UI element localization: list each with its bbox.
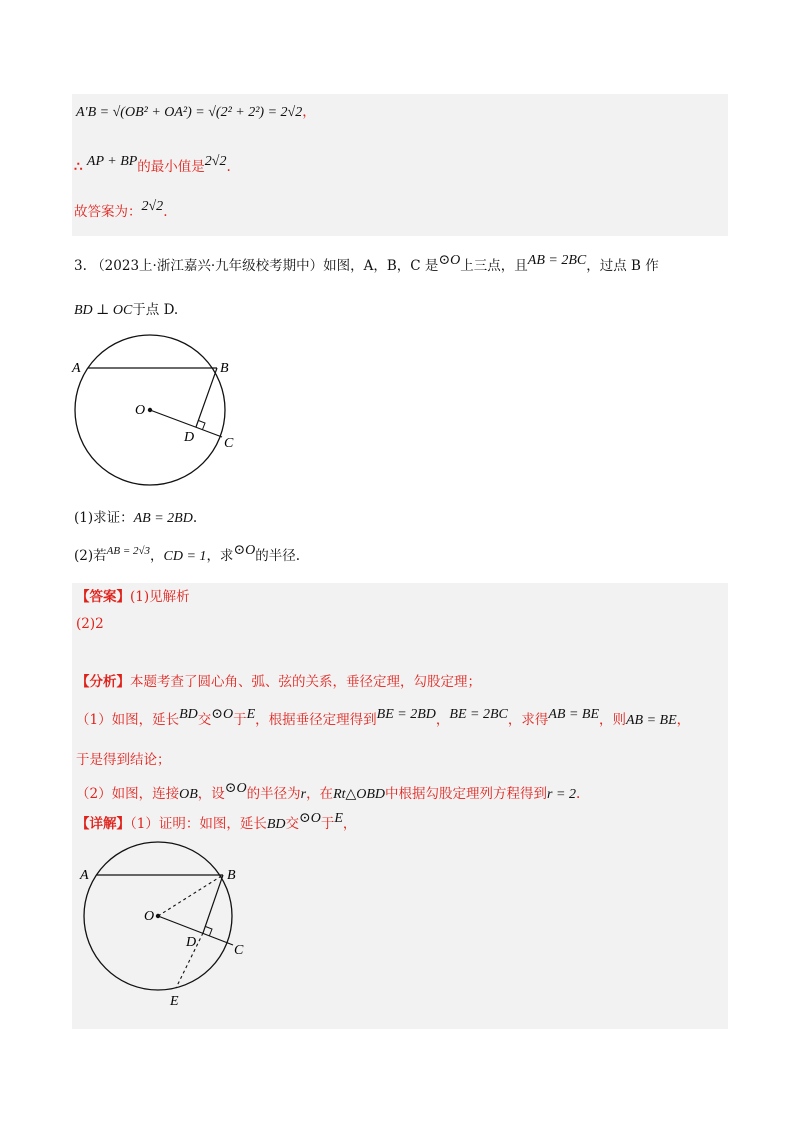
- answer-line-1: 【答案】(1)见解析: [76, 589, 190, 605]
- question-2: (2)若$^{AB = 2√3}$，CD = 1，求⊙O的半径.: [74, 543, 301, 564]
- analysis-part-1-cont: 于是得到结论；: [76, 752, 171, 768]
- label-a: A: [72, 361, 81, 376]
- analysis-part-2: （2）如图，连接OB，设⊙O的半径为r，在Rt△OBD中根据勾股定理列方程得到r = 2.: [76, 781, 581, 802]
- arc-relation: AB = 2BC: [527, 253, 587, 268]
- label-d: D: [186, 935, 197, 950]
- center-dot: [156, 914, 160, 918]
- problem-stem-line-2: BD ⊥ OC于点 D.: [74, 302, 179, 318]
- problem-number: 3.: [74, 258, 87, 274]
- segment-bd: [203, 875, 223, 933]
- label-b: B: [227, 868, 236, 883]
- geometry-figure-1: [60, 330, 260, 500]
- label-o: O: [135, 403, 146, 418]
- label-c: C: [224, 436, 234, 451]
- solution-line-1: A′B = √(OB² + OA²) = √(2² + 2²) = 2√2，: [76, 104, 316, 120]
- label-o: O: [144, 909, 155, 924]
- center-dot: [148, 408, 152, 412]
- formula-aprime-b: A′B = √(OB² + OA²) = √(2² + 2²) = 2√2: [76, 105, 303, 120]
- solution-line-3: 故答案为：2√2.: [74, 199, 168, 220]
- segment-ob-dashed: [158, 875, 223, 916]
- solution-line-2: ∴ AP + BP的最小值是2√2.: [74, 154, 231, 175]
- label-a: A: [80, 868, 89, 883]
- question-1: (1)求证：AB = 2BD.: [74, 510, 198, 526]
- label-d: D: [184, 430, 195, 445]
- analysis-part-1: （1）如图，延长BD交⊙O于E，根据垂径定理得到BE = 2BD，BE = 2BC，求得AB = BE，则AB = BE，: [76, 707, 691, 728]
- problem-stem-line-1: 3. （2023上·浙江嘉兴·九年级校考期中）如图，A，B，C 是⊙O上三点，且AB = 2BC，过点 B 作: [74, 253, 659, 274]
- analysis-intro: 【分析】本题考查了圆心角、弧、弦的关系，垂径定理，勾股定理；: [76, 674, 481, 690]
- label-b: B: [220, 361, 229, 376]
- answer-line-2: (2)2: [76, 616, 104, 632]
- label-e: E: [170, 994, 179, 1009]
- label-c: C: [234, 943, 244, 958]
- detail-line: 【详解】（1）证明：如图，延长BD交⊙O于E，: [76, 811, 357, 832]
- geometry-figure-2: [72, 838, 272, 1018]
- segment-bd: [196, 368, 217, 427]
- problem-source: （2023上·浙江嘉兴·九年级校考期中）: [91, 258, 324, 274]
